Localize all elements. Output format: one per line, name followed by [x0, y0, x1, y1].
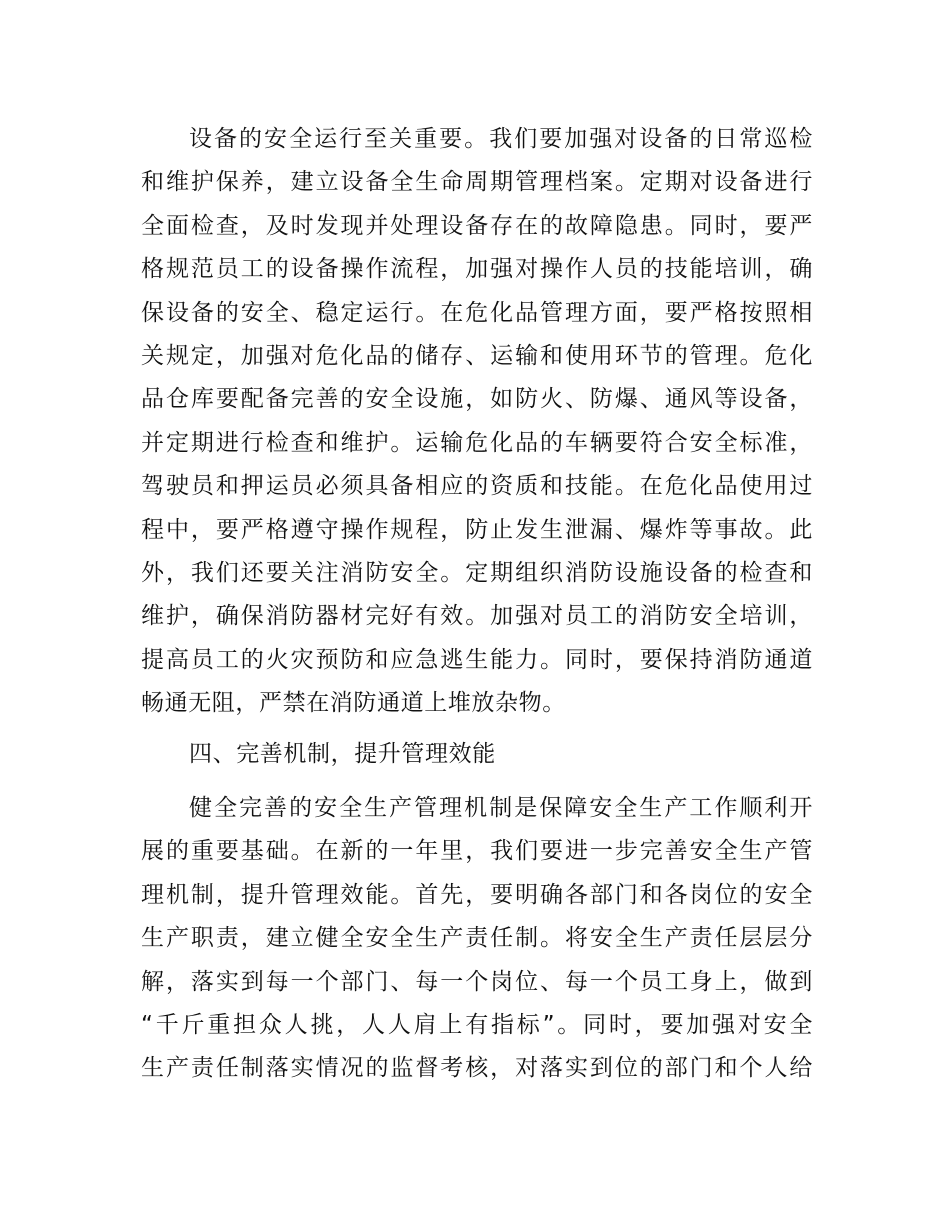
text-line: 全面检查，及时发现并处理设备存在的故障隐患。同时，要严	[141, 212, 813, 239]
text-line: 和维护保养，建立设备全生命周期管理档案。定期对设备进行	[141, 169, 813, 196]
text-line: 关规定，加强对危化品的储存、运输和使用环节的管理。危化	[141, 342, 813, 369]
text-line: 展的重要基础。在新的一年里，我们要进一步完善安全生产管	[141, 838, 813, 865]
paragraph-management-mechanism	[141, 787, 813, 1091]
text-line: 解，落实到每一个部门、每一个岗位、每一个员工身上，做到	[141, 968, 813, 995]
text-line: 并定期进行检查和维护。运输危化品的车辆要符合安全标准，	[141, 429, 813, 456]
text-line: 设备的安全运行至关重要。我们要加强对设备的日常巡检	[189, 126, 813, 152]
paragraph-equipment-safety	[141, 118, 813, 725]
text-line: 维护，确保消防器材完好有效。加强对员工的消防安全培训，	[141, 603, 813, 630]
heading-text: 四、完善机制，提升管理效能	[189, 741, 496, 767]
section-heading	[141, 733, 813, 776]
text-line: 理机制，提升管理效能。首先，要明确各部门和各岗位的安全	[141, 881, 813, 908]
text-line: 生产职责，建立健全安全生产责任制。将安全生产责任层层分	[141, 925, 813, 952]
text-line: 格规范员工的设备操作流程，加强对操作人员的技能培训，确	[141, 256, 813, 283]
text-line: 驾驶员和押运员必须具备相应的资质和技能。在危化品使用过	[141, 473, 813, 500]
text-line: 提高员工的火灾预防和应急逃生能力。同时，要保持消防通道	[141, 646, 813, 673]
text-line: 健全完善的安全生产管理机制是保障安全生产工作顺利开	[189, 795, 813, 821]
text-line: “千斤重担众人挑，人人肩上有指标”。同时，要加强对安全	[141, 1011, 813, 1038]
text-line: 品仓库要配备完善的安全设施，如防火、防爆、通风等设备，	[141, 386, 813, 413]
text-line: 畅通无阻，严禁在消防通道上堆放杂物。	[141, 690, 566, 717]
text-line: 外，我们还要关注消防安全。定期组织消防设施设备的检查和	[141, 559, 813, 586]
text-line: 生产责任制落实情况的监督考核，对落实到位的部门和个人给	[141, 1055, 813, 1082]
text-line: 程中，要严格遵守操作规程，防止发生泄漏、爆炸等事故。此	[141, 516, 813, 543]
text-line: 保设备的安全、稳定运行。在危化品管理方面，要严格按照相	[141, 299, 813, 326]
